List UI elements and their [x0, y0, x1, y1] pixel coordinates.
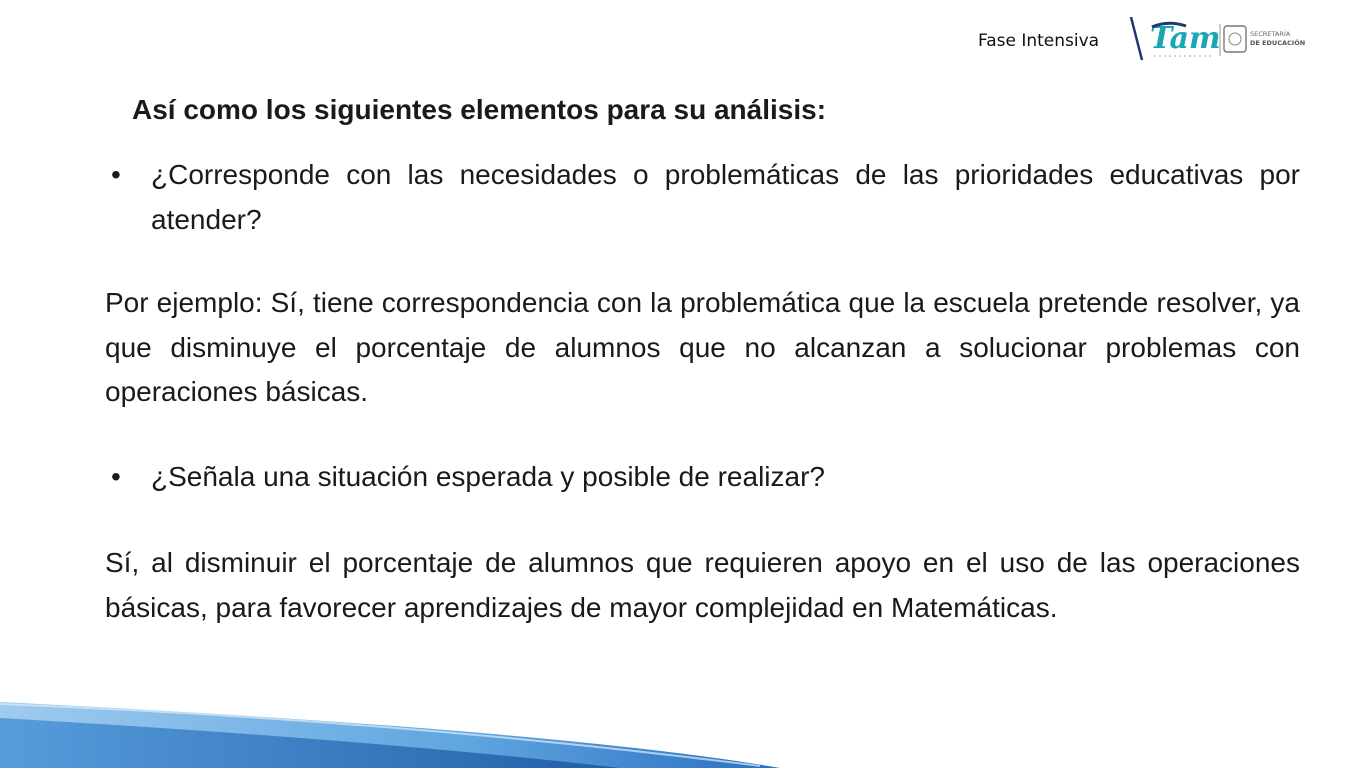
tamaulipas-logo: [1128, 14, 1310, 64]
header-label: Fase Intensiva: [978, 31, 1100, 51]
footer-wave-decoration: [0, 690, 1365, 768]
bullet-marker: •: [111, 159, 121, 190]
sep-seal-icon: [1224, 26, 1246, 52]
paragraph-example-2: Sí, al disminuir el porcentaje de alumnos que requieren apoyo en el uso de las operaciones básicas, para favorecer aprendizajes de mayor complejidad en Matemáticas.: [105, 547, 1300, 623]
paragraph-example-1: Por ejemplo: Sí, tiene correspondencia con la problemática que la escuela pretende resolver, ya que disminuye el porcentaje de alumnos que no alcanzan a solucionar problemas con operaciones básicas.: [105, 287, 1300, 407]
slide-heading: Así como los siguientes elementos para su análisis:: [132, 94, 827, 125]
bullet-item-1: [105, 153, 1300, 242]
logo-sep-line2: DE EDUCACIÓN: [1250, 39, 1306, 47]
bullet-text-2: ¿Señala una situación esperada y posible de realizar?: [151, 461, 825, 492]
bullet-text-1: ¿Corresponde con las necesidades o problemáticas de las prioridades educativas por atender?: [151, 159, 1300, 235]
logo-sep-line1: SECRETARÍA: [1250, 30, 1291, 38]
bullet-item-2: [105, 455, 1300, 500]
bullet-marker: •: [111, 461, 121, 492]
logo-tam-text: Tam: [1150, 21, 1221, 56]
institution-logos: [1128, 14, 1310, 64]
